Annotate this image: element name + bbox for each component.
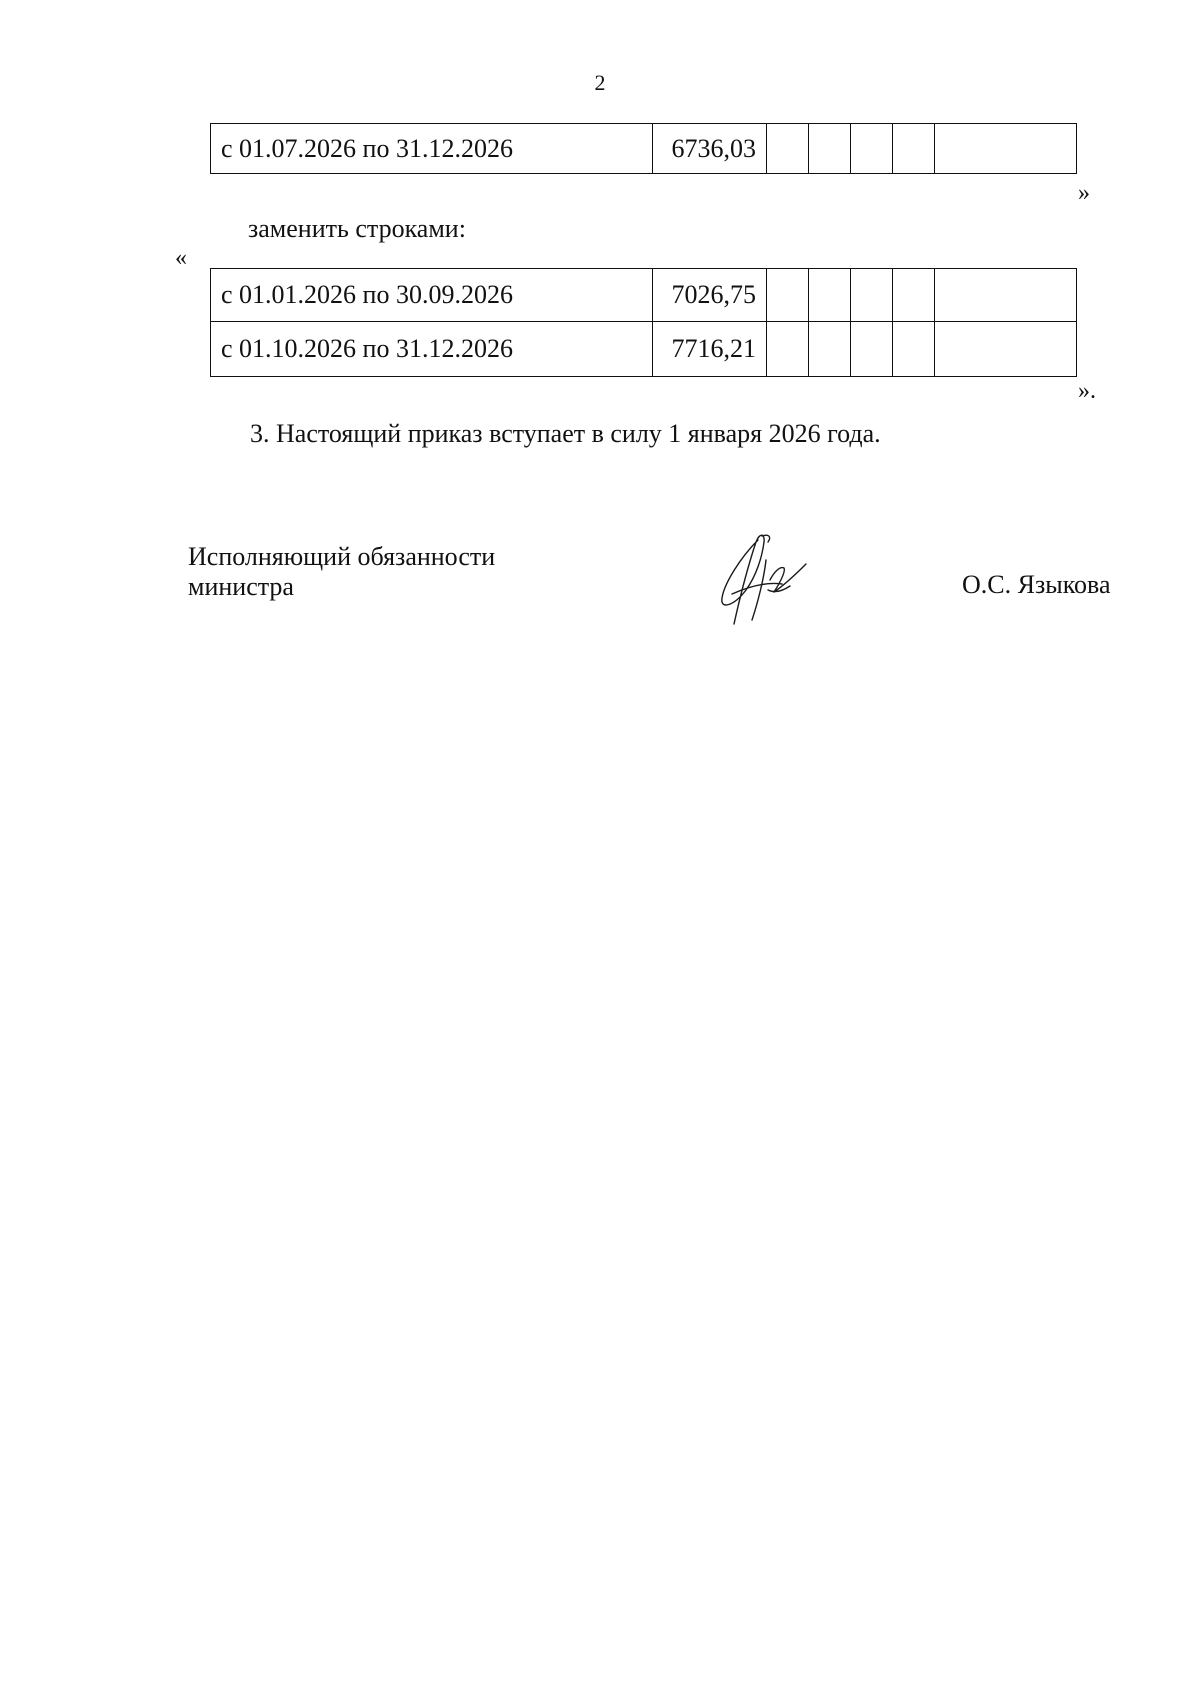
open-quote-new: « xyxy=(175,245,187,271)
empty-cell xyxy=(935,124,1077,174)
signatory-name: О.С. Языкова xyxy=(962,570,1111,599)
empty-cell xyxy=(767,269,809,322)
close-quote-old: » xyxy=(1078,180,1090,206)
empty-cell xyxy=(809,269,851,322)
period-cell: с 01.01.2026 по 30.09.2026 xyxy=(211,269,653,322)
empty-cell xyxy=(935,322,1077,377)
replace-text: заменить строками: xyxy=(248,214,466,243)
clause-3: 3. Настоящий приказ вступает в силу 1 января 2026 года. xyxy=(250,419,881,448)
amount-cell: 6736,03 xyxy=(653,124,767,174)
empty-cell xyxy=(767,124,809,174)
empty-cell xyxy=(893,269,935,322)
empty-cell xyxy=(851,269,893,322)
empty-cell xyxy=(851,124,893,174)
table-row xyxy=(211,124,1077,174)
period-cell: с 01.10.2026 по 31.12.2026 xyxy=(211,322,653,377)
position-line-2: министра xyxy=(188,572,294,601)
empty-cell xyxy=(851,322,893,377)
handwritten-signature xyxy=(710,528,820,633)
new-rates-table xyxy=(210,268,1077,377)
amount-cell: 7026,75 xyxy=(653,269,767,322)
table-row xyxy=(211,322,1077,377)
empty-cell xyxy=(809,322,851,377)
empty-cell xyxy=(935,269,1077,322)
close-quote-new: ». xyxy=(1078,378,1096,404)
empty-cell xyxy=(893,124,935,174)
old-rates-table xyxy=(210,123,1077,174)
empty-cell xyxy=(893,322,935,377)
table-row xyxy=(211,269,1077,322)
empty-cell xyxy=(767,322,809,377)
page-number: 2 xyxy=(594,70,606,95)
position-line-1: Исполняющий обязанности xyxy=(188,542,496,571)
empty-cell xyxy=(809,124,851,174)
period-cell: с 01.07.2026 по 31.12.2026 xyxy=(211,124,653,174)
amount-cell: 7716,21 xyxy=(653,322,767,377)
